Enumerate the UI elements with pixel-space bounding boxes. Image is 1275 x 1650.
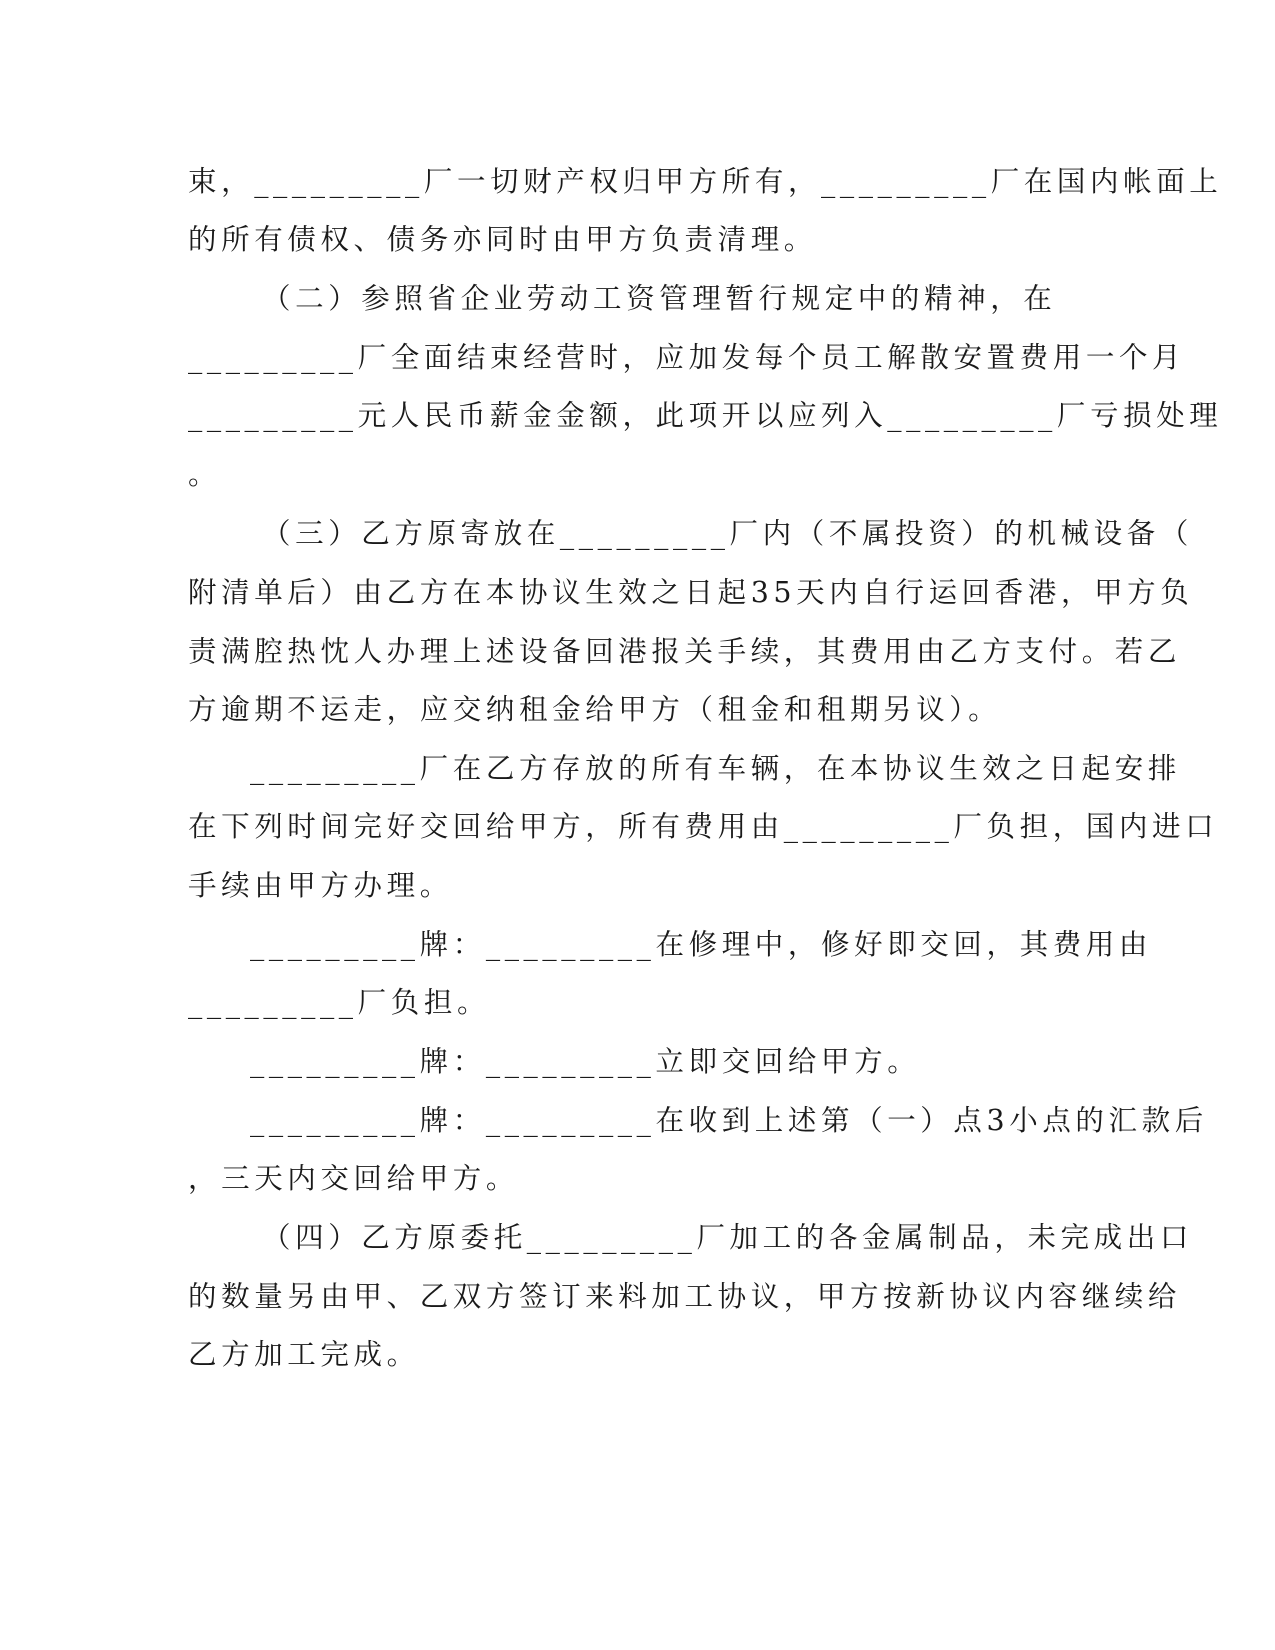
- text-line: _________元人民币薪金金额，此项开以应列入_________厂亏损处理: [188, 399, 1223, 432]
- text-line: ，三天内交回给甲方。: [188, 1162, 520, 1195]
- text-line: 的所有债权、债务亦同时由甲方负责清理。: [188, 223, 817, 256]
- text-line: 束，_________厂一切财产权归甲方所有，_________厂在国内帐面上: [188, 165, 1223, 198]
- text-line: _________牌：_________立即交回给甲方。: [250, 1045, 921, 1078]
- text-line: （四）乙方原委托_________厂加工的各金属制品，未完成出口: [262, 1221, 1193, 1254]
- text-line: _________厂全面结束经营时，应加发每个员工解散安置费用一个月: [188, 341, 1186, 374]
- text-line: _________牌：_________在修理中，修好即交回，其费用由: [250, 928, 1153, 961]
- text-line: 附清单后）由乙方在本协议生效之日起35天内自行运回香港，甲方负: [188, 576, 1194, 609]
- text-line: 责满腔热忱人办理上述设备回港报关手续，其费用由乙方支付。若乙: [188, 635, 1182, 668]
- text-line: 的数量另由甲、乙双方签订来料加工协议，甲方按新协议内容继续给: [188, 1280, 1182, 1313]
- text-line: 手续由甲方办理。: [188, 869, 453, 902]
- text-line: （三）乙方原寄放在_________厂内（不属投资）的机械设备（: [262, 517, 1193, 550]
- text-line: （二）参照省企业劳动工资管理暂行规定中的精神，在: [262, 282, 1057, 315]
- text-line: 在下列时间完好交回给甲方，所有费用由_________厂负担，国内进口: [188, 810, 1219, 843]
- text-line: _________厂负担。: [188, 986, 491, 1019]
- text-line: 。: [188, 458, 222, 491]
- text-line: _________厂在乙方存放的所有车辆，在本协议生效之日起安排: [250, 752, 1181, 785]
- text-line: 乙方加工完成。: [188, 1338, 420, 1371]
- text-line: 方逾期不运走，应交纳租金给甲方（租金和租期另议）。: [188, 693, 1002, 726]
- text-line: _________牌：_________在收到上述第（一）点3小点的汇款后: [250, 1104, 1208, 1137]
